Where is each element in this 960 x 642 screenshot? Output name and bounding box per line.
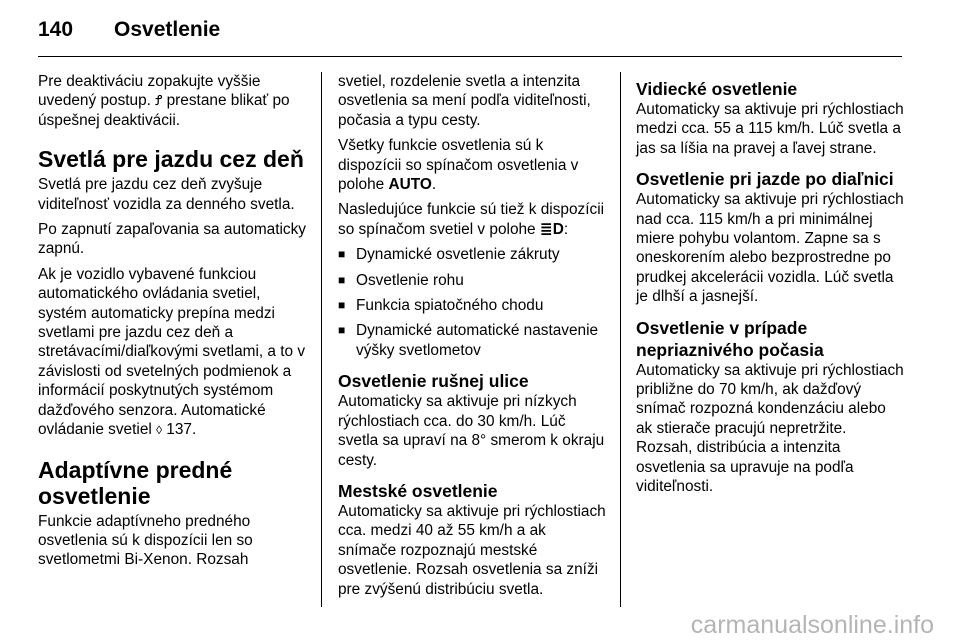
subsection-heading: Osvetlenie pri jazde po diaľnici	[636, 169, 894, 190]
paragraph-text: prestane blikať po úspešnej deaktivácii.	[38, 92, 290, 129]
column-3	[636, 72, 906, 503]
paragraph-text: Ak je vozidlo vybavené funkciou automatického ovládania svetiel, systém automaticky prepína medzi svetlami pre jazdu cez deň a stretávacími/diaľkovými svetlami, a to v závislosti od svetelných podmienok a informácií poskytnutých systémom dažďového senzora. Automatické ovládanie svetiel	[38, 265, 306, 439]
paragraph-text: .	[431, 176, 437, 194]
column-2	[338, 72, 608, 605]
bullet-icon: ■	[338, 247, 346, 262]
list-item-text: Osvetlenie rohu	[356, 271, 464, 289]
paragraph	[38, 265, 308, 441]
list-item	[338, 271, 608, 290]
feature-list	[338, 245, 608, 360]
page-title: Osvetlenie	[114, 18, 221, 41]
subsection-heading: Mestské osvetlenie	[338, 480, 498, 501]
column-divider	[321, 72, 322, 607]
section-heading: Adaptívne predné osvetlenie	[38, 456, 233, 509]
bullet-icon: ■	[338, 298, 346, 313]
paragraph: Funkcie adaptívneho predného osvetlenia sú k dispozícii len so svetlometmi Bi-Xenon. Rozsah	[38, 512, 253, 569]
paragraph: Po zapnutí zapaľovania sa automaticky zapnú.	[38, 221, 306, 258]
paragraph	[38, 72, 308, 130]
list-item	[338, 245, 608, 264]
headlight-symbol-icon: ≣D	[539, 220, 564, 238]
paragraph: Automaticky sa aktivuje pri rýchlostiach nad cca. 115 km/h a pri minimálnej miere pohybu volantom. Zapne sa s oneskorením alebo bezprostredne po prudkej akcelerácii vozidla. Lúč svetla je dlhší a jasnejší.	[636, 191, 904, 306]
subsection-heading: Vidiecké osvetlenie	[636, 79, 798, 99]
column-1	[38, 72, 308, 576]
column-divider	[620, 72, 621, 607]
bullet-icon: ■	[338, 272, 346, 287]
subsection-heading: Osvetlenie rušnej ulice	[338, 371, 529, 392]
paragraph-text: :	[563, 220, 569, 238]
page-number: 140	[38, 18, 74, 41]
page-reference-link[interactable]: 137.	[166, 421, 197, 439]
watermark: carmanualsonline.info	[690, 611, 934, 639]
paragraph: Svetlá pre jazdu cez deň zvyšuje viditeľnosť vozidla za denného svetla.	[38, 176, 295, 213]
paragraph: Automaticky sa aktivuje pri nízkych rýchlostiach cca. do 30 km/h. Lúč svetla sa upraví na 8° smerom k okraju cesty.	[338, 393, 605, 469]
indicator-symbol-icon: Ꝭ	[155, 92, 163, 109]
paragraph	[338, 136, 608, 194]
switch-position-label: AUTO	[388, 176, 432, 194]
list-item-text: Funkcia spiatočného chodu	[356, 297, 544, 315]
list-item-text: Dynamické automatické nastavenie výšky svetlometov	[356, 322, 599, 359]
paragraph	[338, 200, 608, 239]
paragraph-text: Všetky funkcie osvetlenia sú k dispozícii so spínačom osvetlenia v polohe	[338, 137, 579, 194]
paragraph-text: Nasledujúce funkcie sú tiež k dispozícii so spínačom svetiel v polohe	[338, 201, 605, 238]
paragraph: Automaticky sa aktivuje pri rýchlostiach cca. medzi 40 až 55 km/h a ak snímače rozpoznajú mestské osvetlenie. Rozsah osvetlenia sa zníži pre zvýšenú distribúciu svetla.	[338, 502, 606, 598]
list-item	[338, 296, 608, 315]
list-item-text: Dynamické osvetlenie zákruty	[356, 246, 560, 264]
paragraph-text: Pre deaktiváciu zopakujte vyššie uvedený postup.	[38, 73, 261, 110]
paragraph: Automaticky sa aktivuje pri rýchlostiach približne do 70 km/h, ak dažďový snímač rozpozná kondenzáciu alebo ak stierače pracujú nepretržite. Rozsah, distribúcia a intenzita osvetlenia sa upravuje na podľa viditeľnosti.	[636, 361, 904, 496]
paragraph: Automaticky sa aktivuje pri rýchlostiach medzi cca. 55 a 115 km/h. Lúč svetla a jas sa líšia na pravej a ľavej strane.	[636, 101, 904, 157]
page-reference-icon: ◊	[156, 423, 163, 438]
list-item	[338, 321, 608, 360]
paragraph: svetiel, rozdelenie svetla a intenzita osvetlenia sa mení podľa viditeľnosti, počasia a typu cesty.	[338, 73, 591, 129]
page-header	[38, 18, 220, 48]
section-heading: Svetlá pre jazdu cez deň	[38, 146, 304, 173]
bullet-icon: ■	[338, 323, 346, 338]
subsection-heading: Osvetlenie v prípade nepriaznivého počasia	[636, 317, 824, 360]
header-divider	[38, 56, 902, 57]
